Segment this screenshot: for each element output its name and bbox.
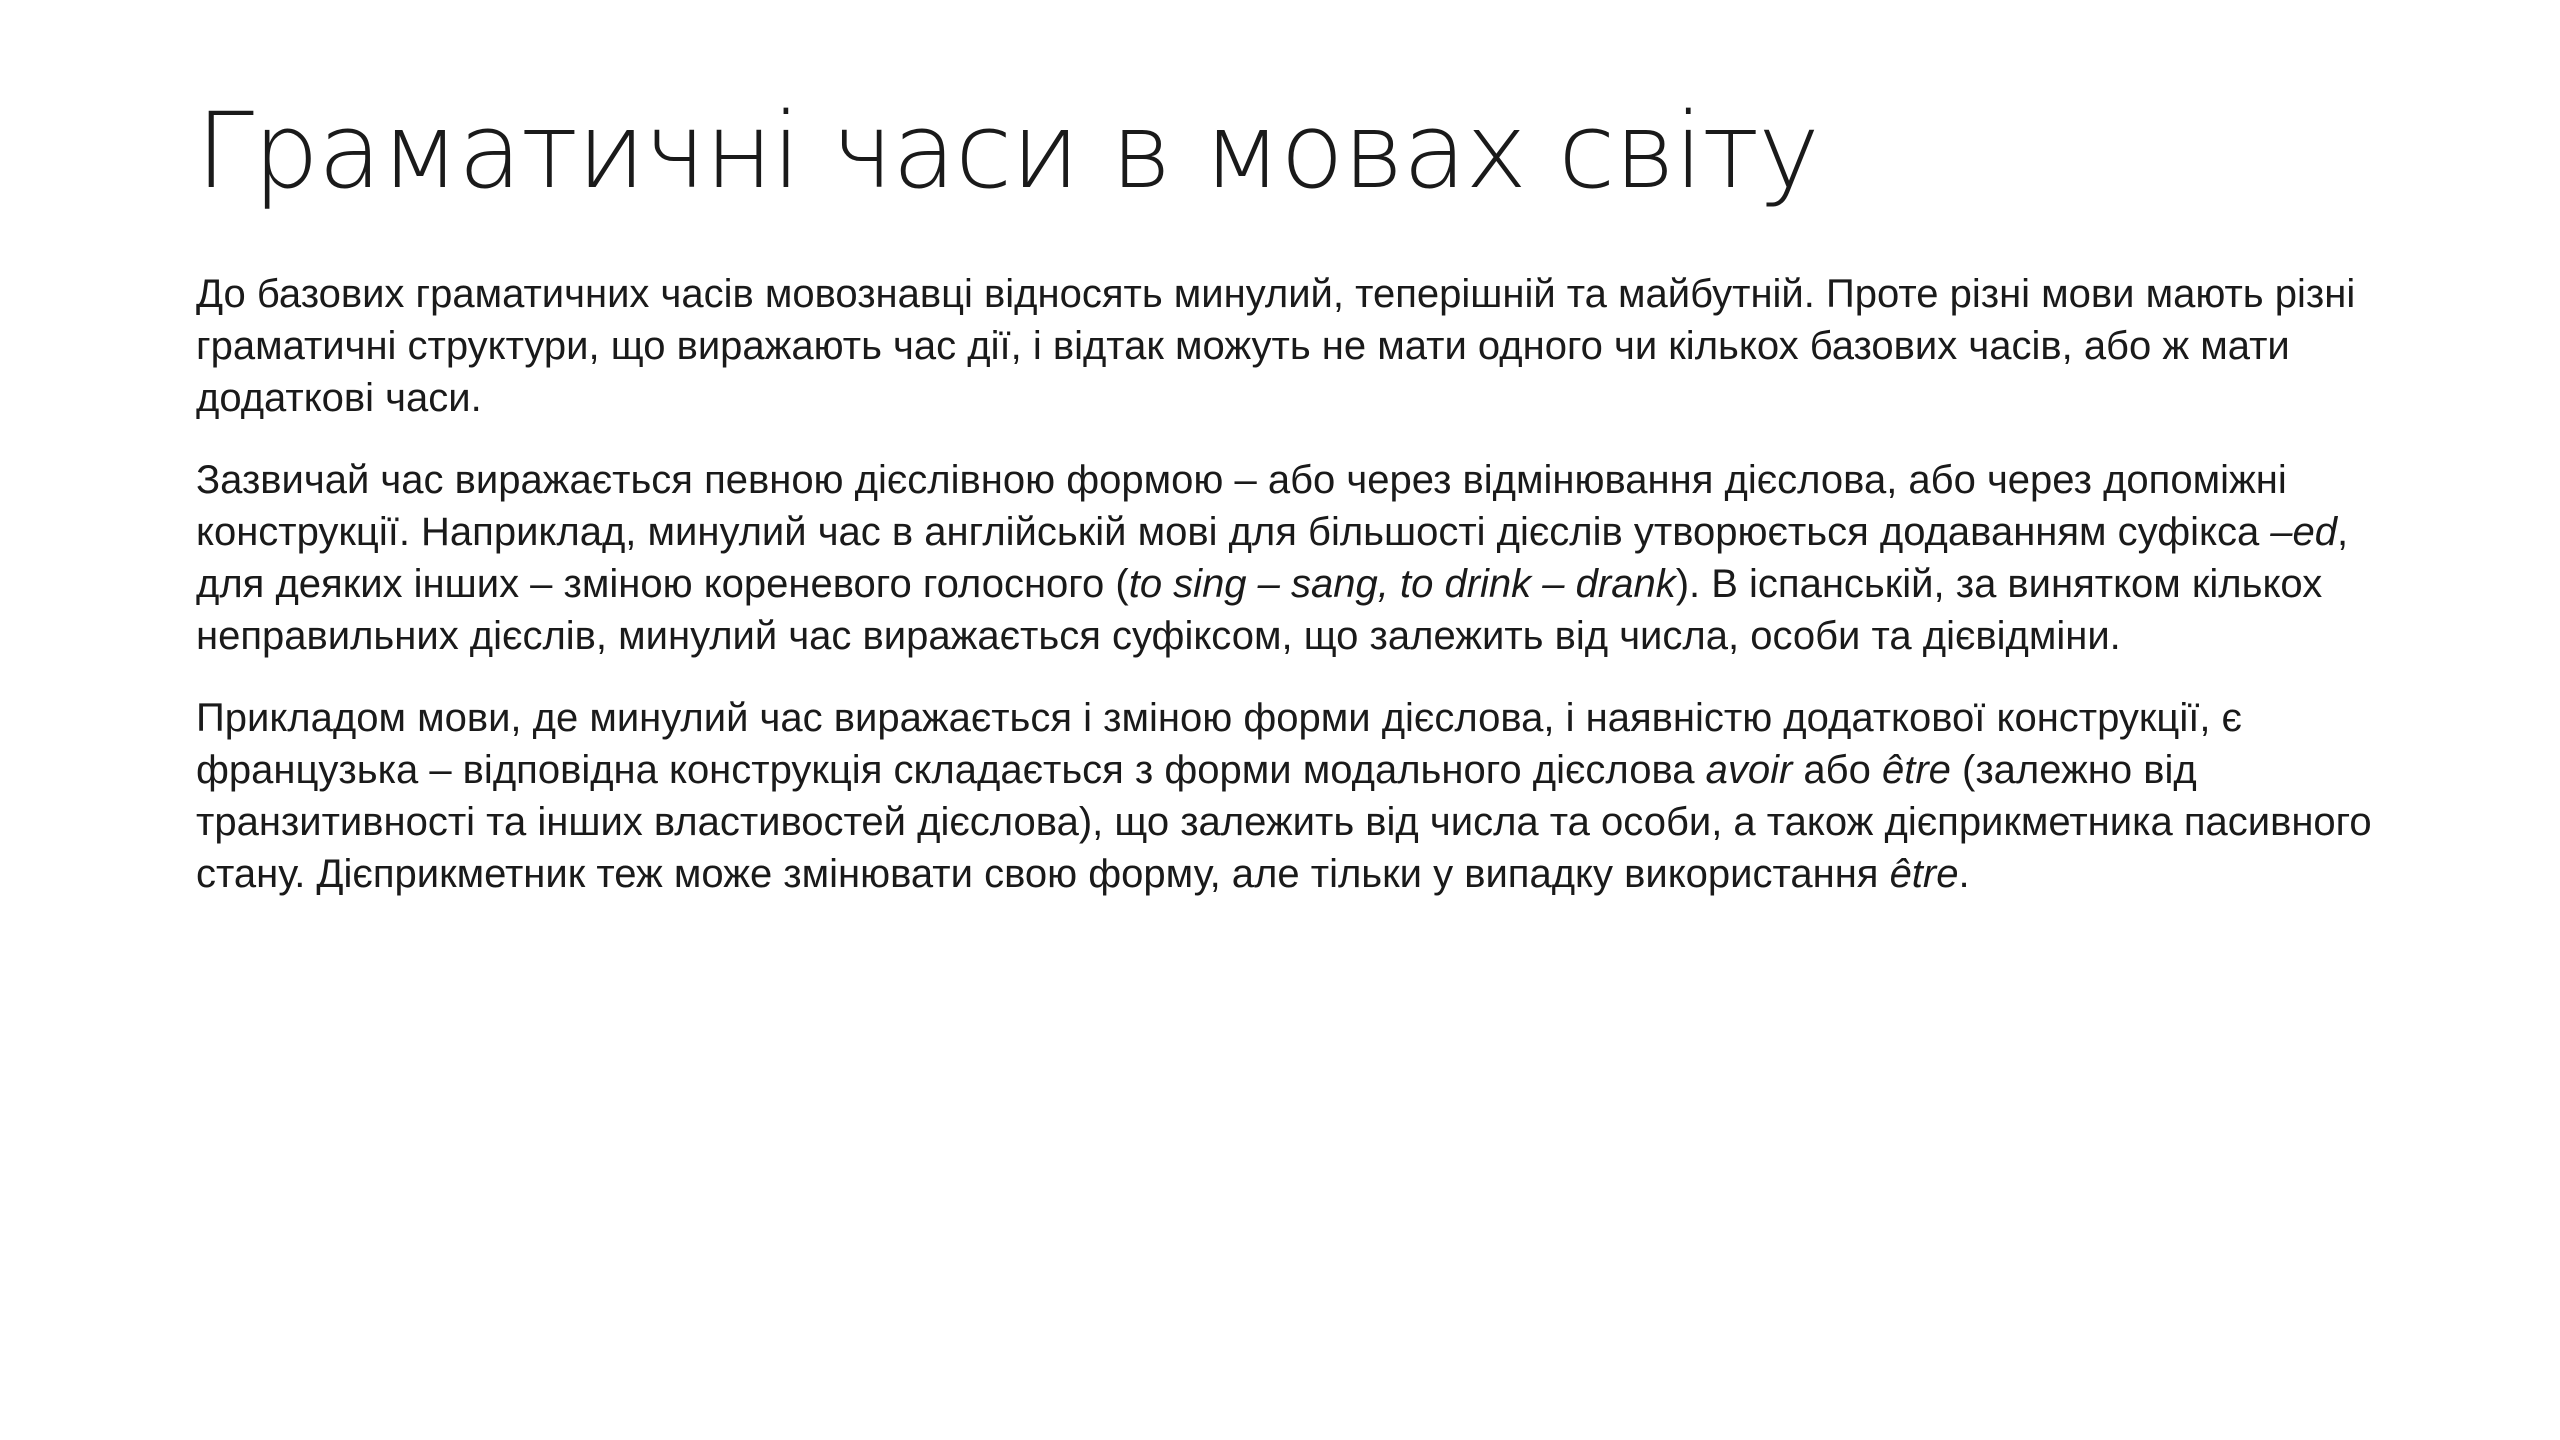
paragraph-3-text-start: Прикладом мови, де минулий час виражається і зміною форми дієслова, і наявністю додаткової конструкції, є французька – відповідна конструкція складається з форми модального дієслова [196, 696, 2242, 792]
paragraph-3 [196, 692, 2426, 900]
paragraph-1 [196, 268, 2426, 424]
suffix-ed-example: –ed [2270, 510, 2338, 554]
paragraph-2 [196, 454, 2426, 662]
verb-avoir: avoir [1705, 748, 1793, 792]
paragraph-2-text-end: ). В іспанській, за винятком кількох неправильних дієслів, минулий час виражається суфіксом, що залежить від числа, особи та дієвідміни. [196, 562, 2323, 658]
slide-body [196, 268, 2426, 930]
paragraph-2-text-start: Зазвичай час виражається певною дієслівною формою – або через відмінювання дієслова, або через допоміжні конструкції. Наприклад, минулий час в англійській мові для більшості дієслів утворюється додаванням суфікса [196, 458, 2287, 554]
slide-title: Граматичні часи в мовах світу [196, 90, 1819, 212]
paragraph-2-text-middle: , для деяких інших – зміною кореневого голосного ( [196, 510, 2349, 606]
paragraph-1-text: До базових граматичних часів мовознавці відносять минулий, теперішній та майбутній. Проте різні мови мають різні граматичні структури, що виражають час дії, і відтак можуть не мати одного чи кількох базових часів, або ж мати додаткові часи. [196, 272, 2356, 420]
verb-etre-final: être [1889, 852, 1959, 896]
verb-examples: to sing – sang, to drink – drank [1128, 562, 1676, 606]
verb-etre: être [1881, 748, 1951, 792]
paragraph-3-text-middle: (залежно від транзитивності та інших властивостей дієслова), що залежить від числа та особи, а також дієприкметника пасивного стану. Дієприкметник теж може змінювати свою форму, але тільки у випадку використання [196, 748, 2372, 896]
paragraph-3-text-end: . [1958, 852, 1970, 896]
paragraph-3-text-or: або [1792, 748, 1882, 792]
